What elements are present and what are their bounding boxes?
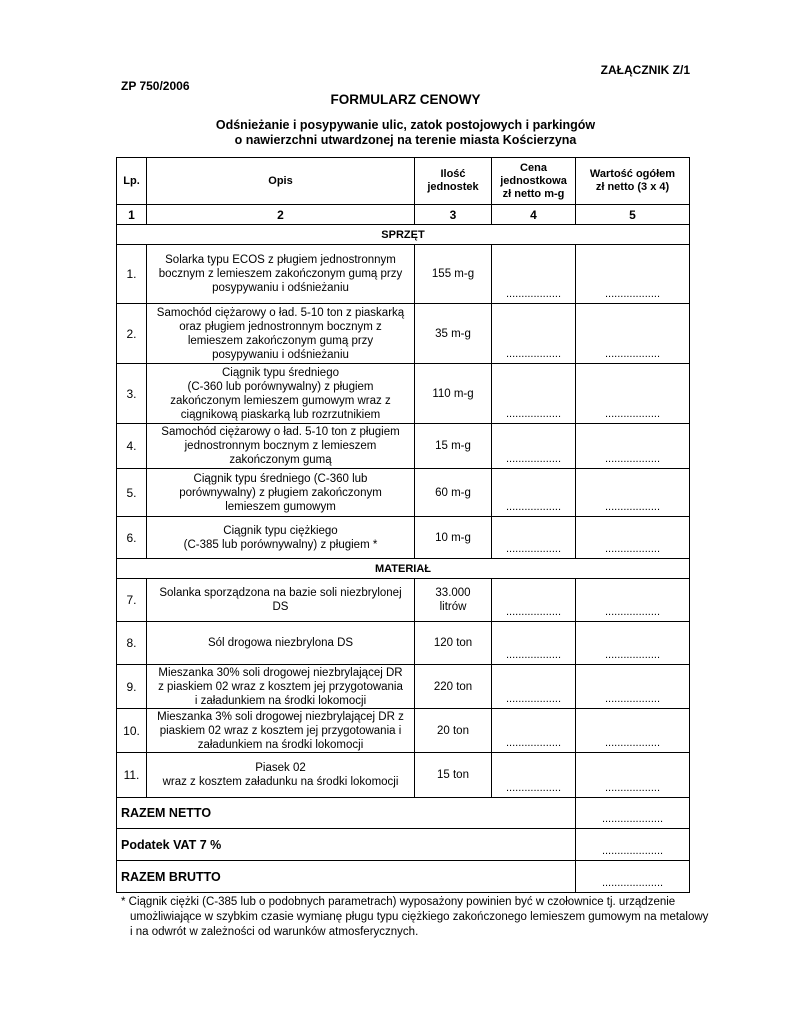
summary-netto-label: RAZEM NETTO <box>117 798 576 829</box>
row-description-text: Samochód ciężarowy o ład. 5-10 ton z piaskarką <box>156 306 405 319</box>
row-quantity-text: 220 ton <box>433 680 473 693</box>
summary-row-netto <box>117 798 690 829</box>
row-quantity <box>415 469 492 517</box>
section-heading-material: MATERIAŁ <box>117 559 690 579</box>
col-header-lp: Lp. <box>117 158 147 205</box>
row-quantity <box>415 753 492 798</box>
row-total-value <box>576 622 690 665</box>
row-lp <box>117 304 147 364</box>
row-lp-text: 1. <box>126 267 137 281</box>
row-quantity-text: litrów <box>439 601 467 613</box>
row-description-text: porównywalny) z pługiem zakończonym <box>179 486 382 499</box>
row-unit-price <box>492 665 576 709</box>
row-description-text: posypywaniu i odśnieżaniu <box>212 348 349 361</box>
row-description-text: zakończonym gumą <box>229 454 332 466</box>
row-description-text: lemieszem zakończonym gumą przy <box>187 334 374 347</box>
row-unit-price <box>492 424 576 469</box>
row-quantity <box>415 579 492 622</box>
row-description-text: Piasek 02 <box>255 762 306 774</box>
row-quantity-text: 155 m-g <box>431 268 475 280</box>
row-description-text: Ciągnik typu średniego <box>222 366 339 379</box>
footnote-line-1: * Ciągnik ciężki (C-385 lub o podobnych parametrach) wyposażony powinien być w czołownice tj. urządzenie <box>121 896 676 908</box>
footnote-line-3: i na odwrót w zależności od warunków atmosferycznych. <box>130 926 419 938</box>
col-header-opis: Opis <box>147 158 415 205</box>
row-unit-price-text: .................. <box>505 693 561 705</box>
row-description <box>147 665 415 709</box>
row-description-text: ciągnikową piaskarką lub rozrzutnikiem <box>180 408 381 421</box>
row-description-text: oraz pługiem jednostronnym bocznym z <box>179 320 382 333</box>
row-description <box>147 364 415 424</box>
col-header-cena-line3: zł netto m-g <box>502 187 565 200</box>
table-row <box>117 517 690 559</box>
row-lp <box>117 665 147 709</box>
table-row <box>117 665 690 709</box>
row-unit-price-text: .................. <box>505 649 561 661</box>
annex-label: ZAŁĄCZNIK Z/1 <box>600 63 690 77</box>
column-number-row <box>117 205 690 225</box>
row-description-text: z piaskiem 02 wraz z kosztem jej przygotowania <box>158 680 403 693</box>
table-row <box>117 424 690 469</box>
row-unit-price-text: .................. <box>505 453 561 465</box>
subtitle-line-2: o nawierzchni utwardzonej na terenie miasta Kościerzyna <box>234 133 577 147</box>
row-total-value <box>576 245 690 304</box>
row-unit-price-text: .................. <box>505 543 561 555</box>
row-description-text: Ciągnik typu średniego (C-360 lub <box>193 472 368 485</box>
row-unit-price-text: .................. <box>505 348 561 360</box>
row-lp-text: 2. <box>126 326 137 341</box>
row-description-text: i załadunkiem na środki lokomocji <box>194 694 367 707</box>
row-quantity-text: 120 ton <box>433 637 473 649</box>
row-total-value <box>576 709 690 753</box>
column-number: 4 <box>492 205 576 225</box>
table-row <box>117 579 690 622</box>
col-header-ilosc-line1: Ilość <box>440 168 466 180</box>
col-header-wartosc-line2: zł netto (3 x 4) <box>595 181 670 193</box>
row-lp <box>117 469 147 517</box>
row-quantity-text: 110 m-g <box>432 387 474 400</box>
row-quantity <box>415 517 492 559</box>
row-description <box>147 304 415 364</box>
row-total-value <box>576 665 690 709</box>
row-description <box>147 579 415 622</box>
row-quantity <box>415 665 492 709</box>
row-unit-price-text: .................. <box>505 501 561 513</box>
row-lp <box>117 709 147 753</box>
table-row <box>117 304 690 364</box>
row-total-value <box>576 364 690 424</box>
row-description-text: Solanka sporządzona na bazie soli niezbrylonej <box>159 587 402 599</box>
row-lp-text: 3. <box>126 386 137 401</box>
row-total-value-text: .................. <box>604 288 660 300</box>
section-row-equipment <box>117 225 690 245</box>
row-total-value-text: .................. <box>604 348 660 360</box>
row-description-text: wraz z kosztem załadunku na środki lokomocji <box>162 776 399 788</box>
row-lp-text: 6. <box>126 530 137 545</box>
row-total-value-text: .................. <box>604 693 660 705</box>
row-description <box>147 424 415 469</box>
row-total-value <box>576 517 690 559</box>
row-quantity-text: 33.000 <box>435 587 471 599</box>
row-lp <box>117 364 147 424</box>
col-header-wartosc-line1: Wartość ogółem <box>589 168 676 180</box>
row-quantity <box>415 709 492 753</box>
row-unit-price-text: .................. <box>505 606 561 618</box>
row-unit-price-text: .................. <box>505 408 561 420</box>
table-row <box>117 622 690 665</box>
row-description <box>147 622 415 665</box>
row-lp <box>117 753 147 798</box>
row-quantity-text: 35 m-g <box>435 327 471 340</box>
row-total-value <box>576 304 690 364</box>
row-quantity-text: 15 ton <box>437 769 469 781</box>
row-lp <box>117 579 147 622</box>
row-quantity-text: 10 m-g <box>435 531 471 544</box>
col-header-wartosc <box>576 158 690 205</box>
row-lp <box>117 622 147 665</box>
row-unit-price-text: .................. <box>505 782 561 794</box>
row-total-value <box>576 753 690 798</box>
material-rows <box>117 579 690 798</box>
row-unit-price-text: .................. <box>505 288 561 300</box>
row-description-text: jednostronnym bocznym z lemieszem <box>184 440 377 452</box>
col-header-cena-line2: jednostkowa <box>500 174 567 187</box>
reference-number: ZP 750/2006 <box>121 79 190 93</box>
row-quantity <box>415 622 492 665</box>
row-lp-text: 10. <box>123 723 140 738</box>
table-row <box>117 753 690 798</box>
row-lp-text: 8. <box>126 636 137 650</box>
row-description-text: Solarka typu ECOS z pługiem jednostronnym <box>165 254 396 266</box>
row-description-text: (C-360 lub porównywalny) z pługiem <box>187 380 374 393</box>
row-total-value-text: .................. <box>604 606 660 618</box>
page-title: FORMULARZ CENOWY <box>330 92 481 107</box>
row-quantity <box>415 245 492 304</box>
column-number: 5 <box>576 205 690 225</box>
section-heading-equipment: SPRZĘT <box>117 225 690 245</box>
row-unit-price-text: .................. <box>505 737 561 749</box>
row-description-text: zakończonym lemieszem gumowym wraz z <box>170 394 391 407</box>
row-unit-price <box>492 622 576 665</box>
column-number: 1 <box>117 205 147 225</box>
section-row-material <box>117 559 690 579</box>
row-description-text: posypywaniu i odśnieżaniu <box>212 282 349 294</box>
row-lp-text: 7. <box>126 593 137 607</box>
row-quantity-text: 60 m-g <box>435 486 471 499</box>
row-lp-text: 11. <box>123 768 140 782</box>
summary-netto-value: .................... <box>576 798 690 829</box>
table-row <box>117 245 690 304</box>
row-description-text: DS <box>272 601 289 613</box>
row-total-value-text: .................. <box>604 408 660 420</box>
page-subtitle <box>0 118 791 148</box>
row-description-text: załadunkiem na środki lokomocji <box>197 738 364 751</box>
subtitle-line-1: Odśnieżanie i posypywanie ulic, zatok postojowych i parkingów <box>215 118 596 132</box>
row-lp-text: 9. <box>126 679 137 694</box>
row-total-value-text: .................. <box>604 649 660 661</box>
row-lp <box>117 245 147 304</box>
row-description-text: (C-385 lub porównywalny) z pługiem * <box>183 538 378 551</box>
footnote-line-2: umożliwiające w szybkim czasie wymianę pługu typu ciężkiego zakończonego lemieszem gumowym na metalowy <box>130 911 709 923</box>
row-unit-price <box>492 469 576 517</box>
col-header-ilosc <box>415 158 492 205</box>
table-row <box>117 469 690 517</box>
row-total-value-text: .................. <box>604 543 660 555</box>
row-total-value <box>576 579 690 622</box>
row-quantity <box>415 424 492 469</box>
summary-brutto-value: .................... <box>576 861 690 893</box>
row-lp <box>117 424 147 469</box>
row-description-text: lemieszem gumowym <box>225 500 336 513</box>
row-lp-text: 4. <box>126 439 137 453</box>
row-unit-price <box>492 245 576 304</box>
table-row <box>117 709 690 753</box>
summary-row-vat <box>117 829 690 861</box>
row-unit-price <box>492 304 576 364</box>
col-header-cena-line1: Cena <box>520 161 547 174</box>
col-header-ilosc-line2: jednostek <box>427 181 479 193</box>
row-unit-price <box>492 753 576 798</box>
row-unit-price <box>492 517 576 559</box>
row-total-value-text: .................. <box>604 737 660 749</box>
row-description <box>147 709 415 753</box>
row-total-value <box>576 424 690 469</box>
column-number: 2 <box>147 205 415 225</box>
row-description-text: Samochód ciężarowy o ład. 5-10 ton z pługiem <box>161 426 400 438</box>
summary-vat-value: .................... <box>576 829 690 861</box>
row-description-text: piaskiem 02 wraz z kosztem jej przygotowania i <box>159 724 402 737</box>
row-description <box>147 517 415 559</box>
row-description-text: Mieszanka 30% soli drogowej niezbrylającej DR <box>158 666 403 679</box>
row-quantity <box>415 304 492 364</box>
table-row <box>117 364 690 424</box>
row-quantity-text: 15 m-g <box>435 440 471 452</box>
equipment-rows <box>117 245 690 559</box>
row-description-text: bocznym z lemieszem zakończonym gumą przy <box>158 268 403 280</box>
row-description <box>147 245 415 304</box>
summary-vat-label: Podatek VAT 7 % <box>117 829 576 861</box>
header-row <box>117 158 690 205</box>
summary-row-brutto <box>117 861 690 893</box>
row-description <box>147 753 415 798</box>
column-number: 3 <box>415 205 492 225</box>
row-total-value-text: .................. <box>604 782 660 794</box>
row-quantity <box>415 364 492 424</box>
row-lp <box>117 517 147 559</box>
col-header-cena <box>492 158 576 205</box>
row-unit-price <box>492 364 576 424</box>
row-unit-price <box>492 579 576 622</box>
price-table <box>116 157 690 893</box>
row-description-text: Mieszanka 3% soli drogowej niezbrylającej DR z <box>157 710 404 723</box>
footnote <box>121 895 708 940</box>
row-description <box>147 469 415 517</box>
row-description-text: Sól drogowa niezbrylona DS <box>207 637 354 649</box>
row-unit-price <box>492 709 576 753</box>
row-lp-text: 5. <box>126 485 137 500</box>
row-description-text: Ciągnik typu ciężkiego <box>223 524 338 537</box>
summary-brutto-label: RAZEM BRUTTO <box>117 861 576 893</box>
row-total-value <box>576 469 690 517</box>
row-quantity-text: 20 ton <box>437 724 469 737</box>
row-total-value-text: .................. <box>604 453 660 465</box>
row-total-value-text: .................. <box>604 501 660 513</box>
